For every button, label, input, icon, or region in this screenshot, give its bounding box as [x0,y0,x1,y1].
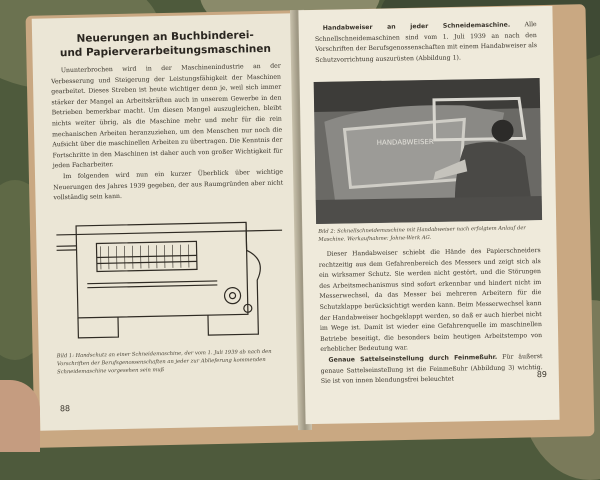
paragraph-lead: Genaue Sattelseinstellung durch Feinmeßuhr. [328,354,497,364]
body-paragraph: Ununterbrochen wird in der Maschinenindustrie an der Verbesserung und Steigerung der Leistungsfähigkeit der Maschinen gearbeitet. Dieses Streben ist heute wichtiger denn je, weil sich immer stärker der Mangel an Arbeitskräften auch in unserem Gewerbe in den Betrieben bemerkbar macht. Um diesen Mangel auszugleichen, bleibt nichts weiter übrig, als die Maschine mehr und mehr für die rein mechanischen Arbeiten heranzuziehen, um den Menschen nur noch die Aufsicht über die maschinellen Arbeiten zu übertragen. Die Kenntnis der Fortschritte in den Maschinen ist daher auch von großer Wichtigkeit für jeden Facharbeiter. [51,62,283,173]
photo-sign-text: HANDABWEISER [377,138,434,147]
cutting-machine-drawing [56,210,285,345]
left-page [32,13,303,430]
figure-caption: Bild 1: Handschutz an einer Schneidemaschine, der vom 1. Juli 1939 ab nach den Vorschriften der Berufsgenossenschaften an jeder zur Ablieferung kommenden Schneidemaschine vorgesehen sein muß [57,347,289,376]
body-paragraph: Dieser Handabweiser schiebt die Hände des Papierschneiders rechtzeitig aus dem Gefahrenbereich des Messers und zeigt sich als ein wirksamer Schutz. Sie werden nicht gestört, und die Störungen des Arbeitsmechanismus sind sofort erkennbar und hindert nicht im Messerwechsel, da das Messer bei mehreren Arbeitern für die Schutzklappe berücksichtigt werden kann. Beim Messerwechsel kann der Handabweiser hochgeklappt werden, so daß er auch hierbei nicht im Wege ist. Damit ist wieder eine Gefahrenquelle im maschinellen Betriebe beseitigt, die besonders beim heutigen Arbeitstempo von erheblicher Bedeutung war. [319,246,543,356]
machine-photo [314,78,542,224]
body-paragraph: Genaue Sattelseinstellung durch Feinmeßuhr. Für äußerst genaue Sattelseinstellung ist die Feinmeßuhr (Abbildung 3) wichtig. Sie ist von innen blendungsfrei beleuchtet [320,352,543,388]
section-heading: Neuerungen an Buchbinderei- und Papierverarbeitungsmaschinen [50,28,281,61]
body-paragraph: Im folgenden wird nun ein kurzer Überblick über wichtige Neuerungen des Jahres 1939 gegeben, der aus Raumgründen aber nicht vollständig sein kann. [53,167,284,204]
page-number: 89 [537,370,547,379]
right-page [298,6,559,424]
page-number: 88 [60,404,70,413]
photo-content [314,78,542,224]
figure-caption: Bild 2: Schnellschneidemaschine mit Handabweiser nach erfolgtem Anlauf der Maschine. Werkaufnahme: Johne-Werk AG. [318,224,540,244]
body-paragraph: Handabweiser an jeder Schneidemaschine. Alle Schnellschneidemaschinen sind vom 1. Juli 1939 an nach den Vorschriften der Berufsgenossenschaften mit einem Handabweiser als Schutzvorrichtung auszurüsten (Abbildung 1). [315,20,538,66]
paragraph-lead: Handabweiser an jeder Schneidemaschine. [323,22,511,32]
